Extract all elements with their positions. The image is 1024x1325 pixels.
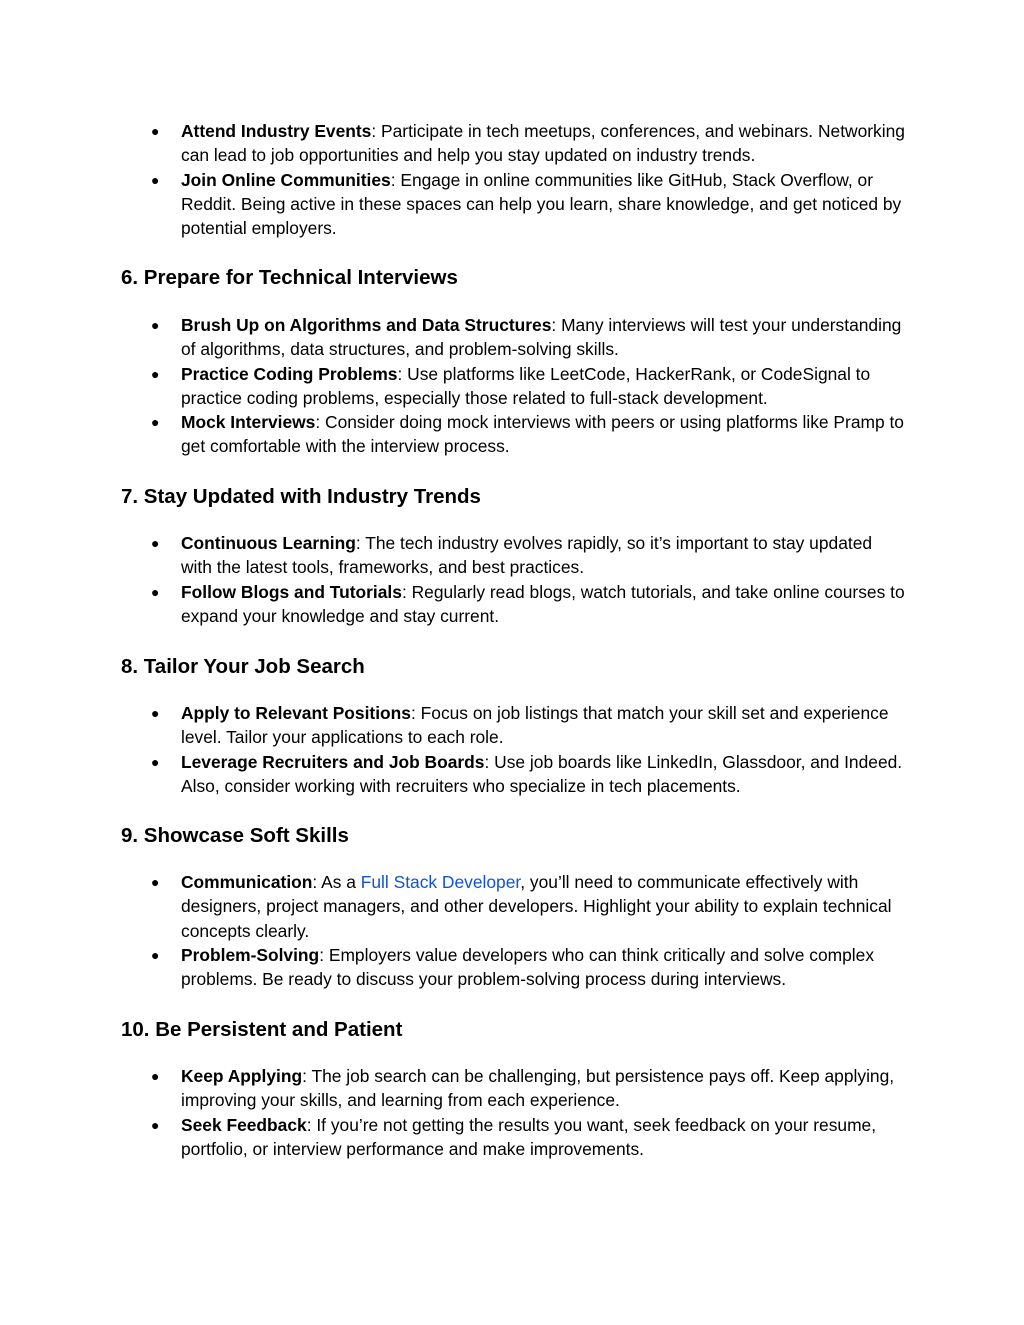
item-text: : The job search can be challenging, but persistence pays off. Keep applying, improving your skills, and learning from each experience. [181, 1066, 895, 1111]
section-heading: 8. Tailor Your Job Search [121, 655, 365, 678]
item-text: : Consider doing mock interviews with peers or using platforms like Pramp to get comfortable with the interview process. [181, 412, 904, 457]
list-item [0, 362, 1024, 411]
section-heading: 9. Showcase Soft Skills [121, 824, 349, 847]
item-term: Problem-Solving [181, 944, 320, 965]
item-text: : Engage in online communities like GitHub, Stack Overflow, or Reddit. Being active in these spaces can help you learn, share knowledge, and get noticed by potential employers. [181, 169, 902, 239]
bullet-icon: ● [151, 583, 160, 600]
list-item [0, 580, 1024, 629]
item-term: Join Online Communities [181, 169, 391, 190]
item-text: : The tech industry evolves rapidly, so it’s important to stay updated with the latest tools, frameworks, and best practices. [181, 533, 873, 578]
section-heading: 10. Be Persistent and Patient [121, 1018, 403, 1041]
list-item [0, 410, 1024, 459]
list-item [0, 701, 1024, 750]
item-term: Leverage Recruiters and Job Boards [181, 751, 485, 772]
section-bullet-list [0, 701, 1024, 798]
intro-bullet-list [0, 119, 1024, 240]
section-bullet-list [0, 531, 1024, 628]
item-text: : Employers value developers who can think critically and solve complex problems. Be ready to discuss your problem-solving process during interviews. [181, 944, 875, 990]
list-item [0, 119, 1024, 168]
bullet-icon: ● [151, 171, 160, 188]
list-item [0, 168, 1024, 241]
item-term: Communication [181, 872, 313, 892]
item-term: Practice Coding Problems [181, 363, 398, 384]
item-text: : Use platforms like LeetCode, HackerRank, or CodeSignal to practice coding problems, especially those related to full-stack development. [181, 363, 871, 408]
section-heading: 6. Prepare for Technical Interviews [121, 266, 458, 289]
bullet-icon: ● [151, 1068, 160, 1084]
section-bullet-list [0, 313, 1024, 459]
item-text: : If you’re not getting the results you want, seek feedback on your resume, portfolio, or interview performance and make improvements. [181, 1114, 877, 1159]
bullet-icon: ● [151, 414, 160, 431]
full-stack-developer-link[interactable]: Full Stack Developer [360, 872, 521, 892]
list-item [0, 1064, 1024, 1113]
section-bullet-list [0, 870, 1024, 991]
bullet-icon: ● [151, 874, 160, 890]
item-term: Mock Interviews [181, 412, 316, 433]
bullet-icon: ● [151, 123, 160, 139]
item-text: : Focus on job listings that match your skill set and experience level. Tailor your applications to each role. [181, 703, 889, 748]
item-term: Brush Up on Algorithms and Data Structures [181, 315, 552, 335]
list-item [0, 750, 1024, 799]
section-heading: 7. Stay Updated with Industry Trends [121, 485, 481, 508]
bullet-icon: ● [151, 705, 160, 721]
bullet-icon: ● [151, 1116, 160, 1133]
item-text-before-link: : As a [312, 872, 361, 892]
bullet-icon: ● [151, 946, 160, 963]
item-text: : Regularly read blogs, watch tutorials, and take online courses to expand your knowledge and stay current. [181, 581, 905, 626]
item-term: Follow Blogs and Tutorials [181, 581, 402, 602]
item-term: Seek Feedback [181, 1114, 307, 1135]
list-item [0, 943, 1024, 992]
list-item [0, 531, 1024, 580]
section-bullet-list [0, 1064, 1024, 1161]
item-text: : Use job boards like LinkedIn, Glassdoor, and Indeed. Also, consider working with recruiters who specialize in tech placements. [181, 751, 903, 796]
bullet-icon: ● [151, 535, 160, 551]
list-item [0, 1113, 1024, 1162]
bullet-icon: ● [151, 317, 160, 333]
item-term: Attend Industry Events [181, 121, 372, 141]
list-item [0, 313, 1024, 362]
item-text: , you’ll need to communicate effectively with designers, project managers, and other developers. Highlight your ability to explain technical concepts clearly. [181, 872, 892, 941]
item-text: : Participate in tech meetups, conferences, and webinars. Networking can lead to job opportunities and help you stay updated on industry trends. [181, 121, 905, 166]
bullet-icon: ● [151, 753, 160, 770]
item-term: Apply to Relevant Positions [181, 703, 411, 723]
item-term: Continuous Learning [181, 533, 356, 553]
list-item [0, 870, 1024, 943]
item-text: : Many interviews will test your understanding of algorithms, data structures, and problem-solving skills. [181, 315, 902, 360]
bullet-icon: ● [151, 365, 160, 382]
item-term: Keep Applying [181, 1066, 303, 1086]
